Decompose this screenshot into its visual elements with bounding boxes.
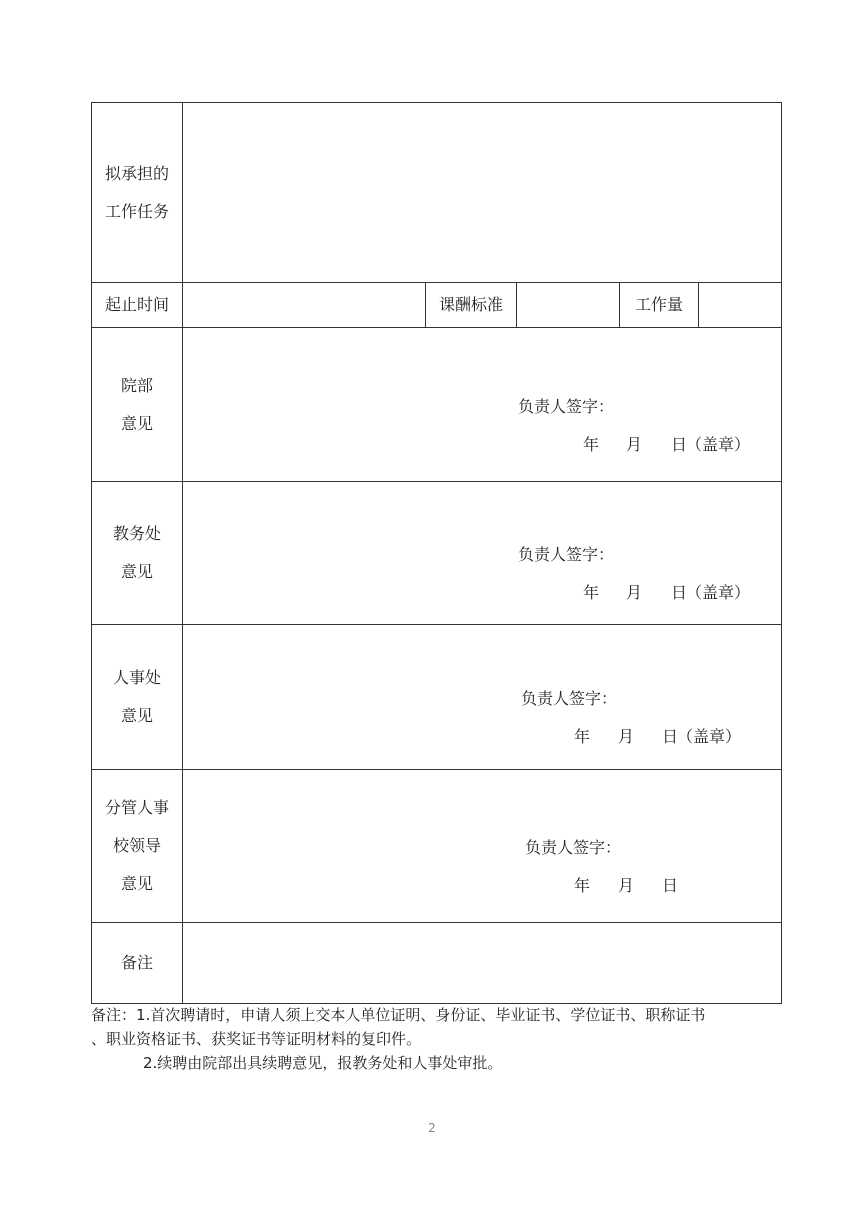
time-label: 起止时间 xyxy=(92,283,183,328)
fee-label: 课酬标准 xyxy=(426,283,517,328)
workload-input-cell[interactable] xyxy=(699,283,782,328)
remark-row xyxy=(92,923,782,1004)
dept-label-line2: 意见 xyxy=(120,413,153,433)
task-label-line2: 工作任务 xyxy=(104,201,169,221)
task-input-cell[interactable] xyxy=(183,103,782,283)
academic-opinion-cell[interactable] xyxy=(183,482,782,625)
dept-month: 月 xyxy=(626,435,643,454)
dept-opinion-label xyxy=(92,328,183,482)
hr-opinion-row xyxy=(92,625,782,770)
academic-opinion-row xyxy=(92,482,782,625)
dept-opinion-cell[interactable] xyxy=(183,328,782,482)
hr-day: 日 xyxy=(662,727,679,746)
dept-seal: （盖章） xyxy=(686,435,751,454)
dept-day: 日 xyxy=(671,435,688,454)
workload-label: 工作量 xyxy=(620,283,699,328)
dept-label-line1: 院部 xyxy=(120,375,153,395)
fee-input-cell[interactable] xyxy=(517,283,620,328)
hr-label-line2: 意见 xyxy=(120,706,153,725)
hr-year: 年 xyxy=(574,727,591,746)
academic-year: 年 xyxy=(583,583,600,602)
academic-month: 月 xyxy=(626,583,643,602)
time-row xyxy=(92,283,782,328)
footnote-line3: 2.续聘由院部出具续聘意见，报教务处和人事处审批。 xyxy=(143,1054,503,1072)
leader-label-line1: 分管人事 xyxy=(104,798,169,817)
time-input-cell[interactable] xyxy=(183,283,426,328)
page-number: 2 xyxy=(428,1121,436,1135)
leader-opinion-row xyxy=(92,770,782,923)
dept-year: 年 xyxy=(583,435,600,454)
hr-seal: （盖章） xyxy=(677,727,742,746)
academic-day: 日 xyxy=(671,583,688,602)
hr-month: 月 xyxy=(618,727,635,746)
footnote xyxy=(91,1003,791,1075)
leader-label-line3: 意见 xyxy=(120,874,153,893)
leader-year: 年 xyxy=(574,876,591,895)
remark-label: 备注 xyxy=(92,923,183,1004)
hr-signature-label: 负责人签字： xyxy=(521,689,618,708)
academic-signature-label: 负责人签字： xyxy=(518,545,615,564)
dept-signature-label: 负责人签字： xyxy=(518,397,615,416)
task-label xyxy=(92,103,183,283)
task-row xyxy=(92,103,782,283)
leader-month: 月 xyxy=(618,876,635,895)
academic-label-line1: 教务处 xyxy=(112,524,161,543)
footnote-line1: 备注：1.首次聘请时，申请人须上交本人单位证明、身份证、毕业证书、学位证书、职称证书 xyxy=(91,1006,706,1024)
footnote-line2: 、职业资格证书、获奖证书等证明材料的复印件。 xyxy=(91,1030,422,1048)
leader-label-line2: 校领导 xyxy=(112,836,161,855)
remark-input-cell[interactable] xyxy=(183,923,782,1004)
hr-label-line1: 人事处 xyxy=(112,668,161,687)
leader-day: 日 xyxy=(662,876,679,895)
dept-opinion-row xyxy=(92,328,782,482)
leader-opinion-label xyxy=(92,770,183,923)
leader-signature-label: 负责人签字： xyxy=(525,838,622,857)
task-label-line1: 拟承担的 xyxy=(104,163,169,183)
academic-opinion-label xyxy=(92,482,183,625)
academic-label-line2: 意见 xyxy=(120,562,153,581)
application-form-table xyxy=(91,102,782,1004)
hr-opinion-label xyxy=(92,625,183,770)
leader-opinion-cell[interactable] xyxy=(183,770,782,923)
hr-opinion-cell[interactable] xyxy=(183,625,782,770)
academic-seal: （盖章） xyxy=(686,583,751,602)
